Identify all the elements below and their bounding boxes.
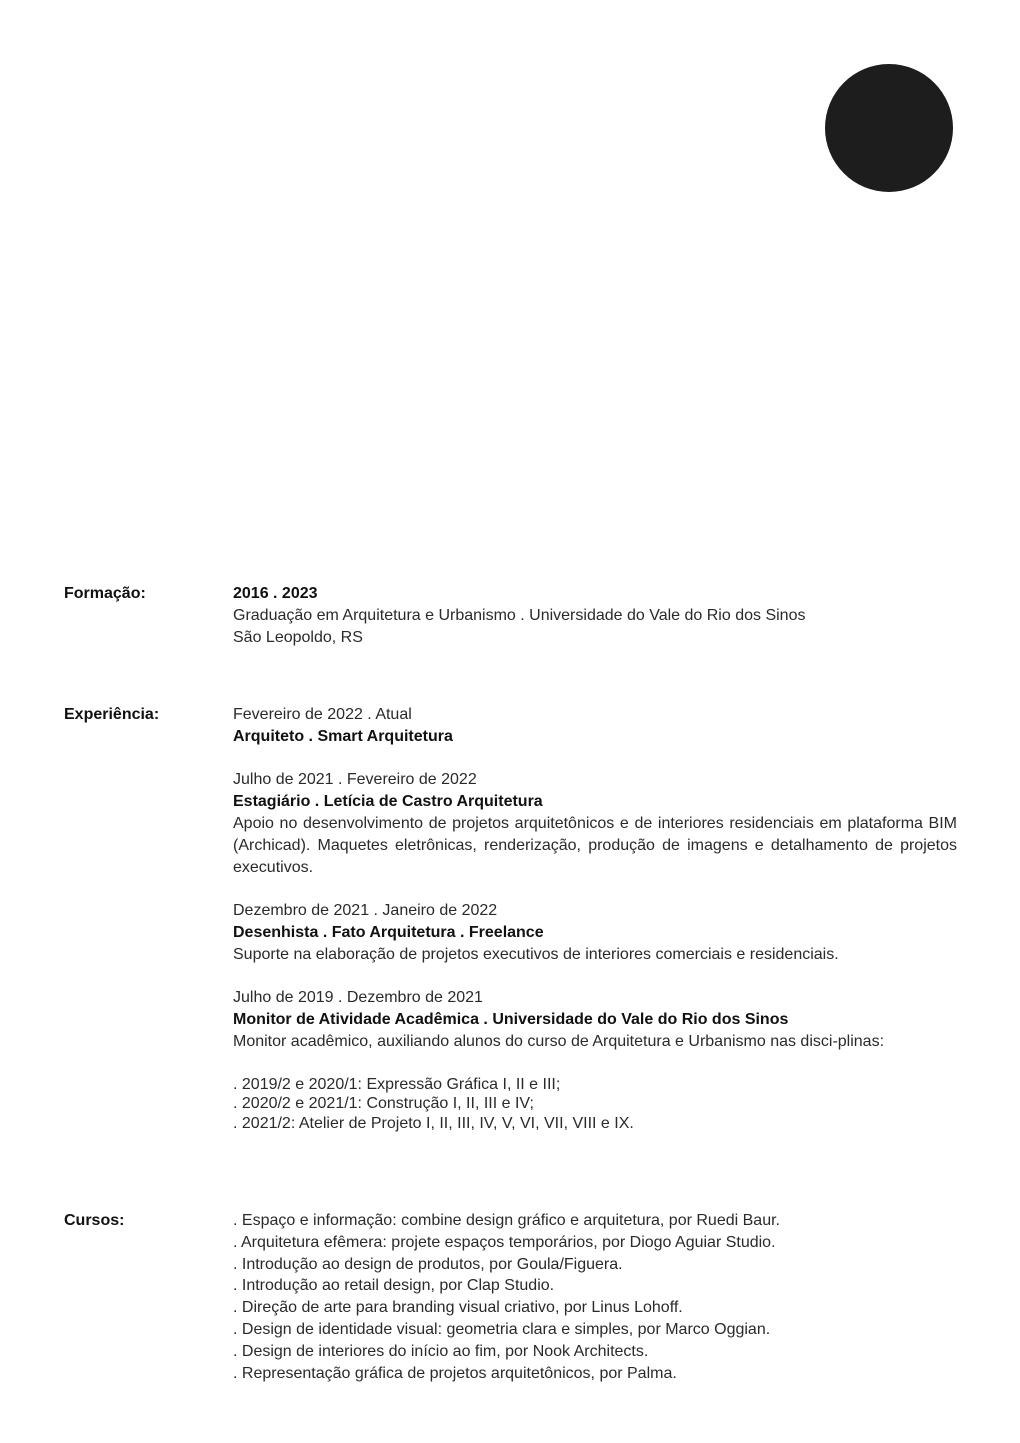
profile-photo-placeholder — [825, 64, 953, 192]
experience-entry — [233, 900, 957, 965]
experience-content — [233, 704, 957, 1133]
list-item: . Representação gráfica de projetos arquitetônicos, por Palma. — [233, 1364, 677, 1382]
experience-description: Suporte na elaboração de projetos executivos de interiores comerciais e residenciais. — [233, 945, 839, 963]
experience-period: Fevereiro de 2022 . Atual — [233, 706, 412, 723]
list-item: . Direção de arte para branding visual criativo, por Linus Lohoff. — [233, 1299, 683, 1317]
experience-description: Monitor acadêmico, auxiliando alunos do curso de Arquitetura e Urbanismo nas disci-plinas: — [233, 1032, 885, 1050]
experience-period: Julho de 2019 . Dezembro de 2021 — [233, 989, 483, 1007]
experience-entry — [233, 704, 957, 748]
list-item: . Introdução ao design de produtos, por Goula/Figuera. — [233, 1255, 623, 1273]
courses-label: Cursos: — [64, 1212, 125, 1229]
experience-period: Dezembro de 2021 . Janeiro de 2022 — [233, 902, 498, 920]
education-label: Formação: — [64, 585, 146, 602]
list-item: . Design de interiores do início ao fim, por Nook Architects. — [233, 1342, 649, 1360]
list-item: . Introdução ao retail design, por Clap Studio. — [233, 1277, 555, 1295]
list-item: . Arquitetura efêmera: projete espaços temporários, por Diogo Aguiar Studio. — [233, 1233, 776, 1251]
experience-description: Apoio no desenvolvimento de projetos arquitetônicos e de interiores residenciais em plataforma BIM (Archicad). Maquetes eletrônicas, renderização, produção de imagens e detalhamento de projetos executivos. — [233, 814, 957, 876]
experience-title: Monitor de Atividade Acadêmica . Universidade do Vale do Rio dos Sinos — [233, 1011, 789, 1029]
education-period: 2016 . 2023 — [233, 585, 318, 602]
experience-entry — [233, 769, 957, 878]
experience-title: Desenhista . Fato Arquitetura . Freelance — [233, 923, 544, 941]
education-location: São Leopoldo, RS — [233, 628, 363, 646]
courses-content — [233, 1210, 957, 1384]
education-course: Graduação em Arquitetura e Urbanismo . Universidade do Vale do Rio dos Sinos — [233, 606, 806, 624]
experience-title: Estagiário . Letícia de Castro Arquitetura — [233, 793, 543, 811]
list-item: . Espaço e informação: combine design gráfico e arquitetura, por Ruedi Baur. — [233, 1212, 780, 1229]
list-item: . Design de identidade visual: geometria clara e simples, por Marco Oggian. — [233, 1320, 771, 1338]
experience-period: Julho de 2021 . Fevereiro de 2022 — [233, 771, 477, 789]
list-item: . 2020/2 e 2021/1: Construção I, II, III e IV; — [233, 1095, 534, 1113]
experience-label: Experiência: — [64, 706, 160, 723]
list-item: . 2019/2 e 2020/1: Expressão Gráfica I, II e III; — [233, 1075, 561, 1093]
list-item: . 2021/2: Atelier de Projeto I, II, III, IV, V, VI, VII, VIII e IX. — [233, 1114, 634, 1132]
education-content — [233, 583, 957, 648]
experience-title: Arquiteto . Smart Arquitetura — [233, 727, 453, 745]
experience-entry — [233, 987, 957, 1133]
